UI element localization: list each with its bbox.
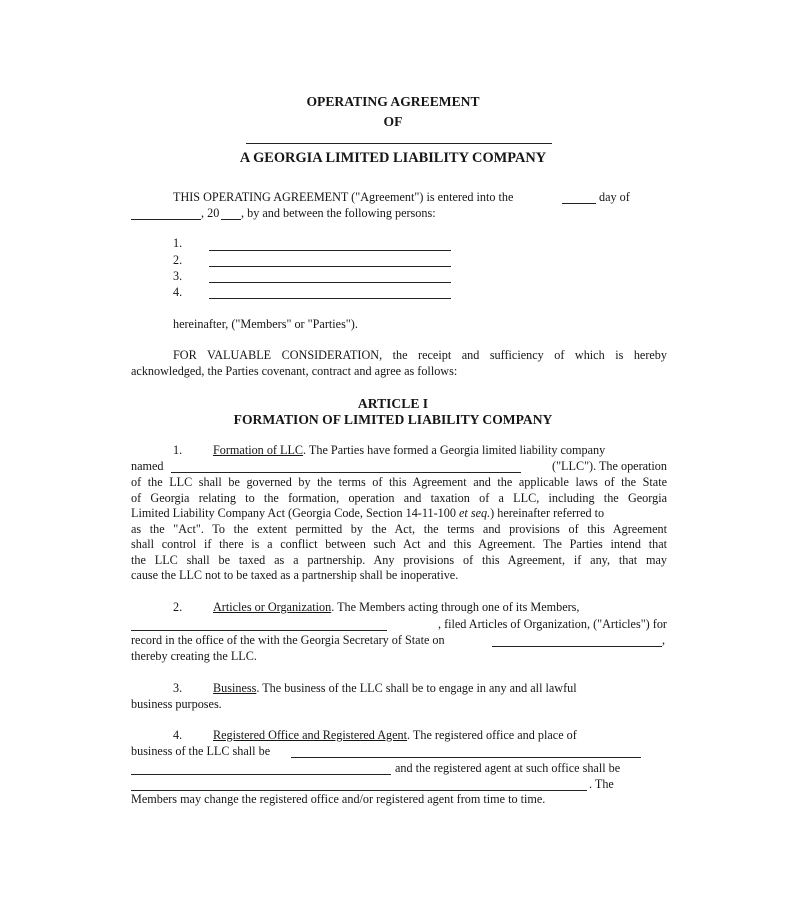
member-filer-blank[interactable] <box>131 630 387 631</box>
llc-name-blank[interactable] <box>171 472 521 473</box>
section-2-thereby: thereby creating the LLC. <box>131 649 257 663</box>
registered-office-blank-1[interactable] <box>291 757 641 758</box>
intro-text-2: , by and between the following persons: <box>241 206 436 220</box>
section-4-the: . The <box>589 777 614 791</box>
section-4-agent: and the registered agent at such office shall be <box>395 761 621 775</box>
section-1-title: Formation of LLC <box>213 443 304 457</box>
section-4-title-line <box>213 728 577 743</box>
company-name-blank[interactable] <box>246 143 552 144</box>
section-1-line-5-pre: Limited Liability Company Act (Georgia Code, Section 14-11-100 <box>131 506 456 520</box>
section-2-title: Articles or Organization <box>213 600 332 614</box>
section-1-line-8: the LLC shall be taxed as a partnership. Any provisions of this Agreement, if any, that may <box>131 552 667 567</box>
registered-office-blank-2[interactable] <box>131 774 391 775</box>
month-blank[interactable] <box>131 219 201 220</box>
section-3-title: Business <box>213 681 257 695</box>
section-4-business: business of the LLC shall be <box>131 744 271 758</box>
title-line-1: OPERATING AGREEMENT <box>306 94 480 109</box>
hereinafter-text: hereinafter, ("Members" or "Parties"). <box>173 317 358 331</box>
article-subheading: FORMATION OF LIMITED LIABILITY COMPANY <box>233 412 553 427</box>
section-2-lead: . The Members acting through one of its Members, <box>331 600 580 614</box>
section-3-number: 3. <box>173 681 183 695</box>
member-num-1: 1. <box>173 236 183 250</box>
section-2-number: 2. <box>173 600 183 614</box>
section-2-title-line <box>213 600 579 615</box>
section-3-lead: . The business of the LLC shall be to engage in any and all lawful <box>256 681 577 695</box>
section-1-line-5-ital: et seq. <box>459 506 491 520</box>
section-1-line-4: of Georgia relating to the formation, operation and taxation of a LLC, including the Georgia <box>131 490 667 505</box>
day-blank[interactable] <box>562 203 596 204</box>
consideration-line-2: acknowledged, the Parties covenant, contract and agree as follows: <box>131 364 458 378</box>
section-4-number: 4. <box>173 728 183 742</box>
section-4-last: Members may change the registered office and/or registered agent from time to time. <box>131 792 546 806</box>
section-2-comma: , <box>662 633 666 647</box>
section-4-lead: . The registered office and place of <box>407 728 577 742</box>
section-2-record: record in the office of the with the Georgia Secretary of State on <box>131 633 445 647</box>
member-num-3: 3. <box>173 269 183 283</box>
member-blank-2[interactable] <box>209 266 451 267</box>
member-num-2: 2. <box>173 253 183 267</box>
section-1-line-3: of the LLC shall be governed by the terms of this Agreement and the applicable laws of the State <box>131 475 667 489</box>
intro-day-of: day of <box>599 190 630 204</box>
section-1-line-5-post: ) hereinafter referred to <box>490 506 605 520</box>
section-1-line-7: shall control if there is a conflict between such Act and this Agreement. The Parties intend that <box>131 537 667 551</box>
section-1-line-5 <box>131 506 667 521</box>
filing-date-blank[interactable] <box>492 646 662 647</box>
title-line-2: OF <box>383 114 403 129</box>
section-1-named: named <box>131 459 164 473</box>
consideration-line-1: FOR VALUABLE CONSIDERATION, the receipt and sufficiency of which is hereby <box>173 348 667 362</box>
member-blank-4[interactable] <box>209 298 451 299</box>
member-blank-3[interactable] <box>209 282 451 283</box>
section-1-line-9: cause the LLC not to be taxed as a partnership shall be inoperative. <box>131 568 459 582</box>
article-heading: ARTICLE I <box>357 396 429 411</box>
member-num-4: 4. <box>173 285 183 299</box>
section-1-number: 1. <box>173 443 183 457</box>
year-blank[interactable] <box>221 219 241 220</box>
member-blank-1[interactable] <box>209 250 451 251</box>
section-1-title-line <box>213 443 605 458</box>
section-1-llc: ("LLC"). The operation <box>552 459 667 473</box>
section-3-title-line <box>213 681 577 696</box>
section-3-line-2: business purposes. <box>131 697 222 711</box>
section-1-line-6: as the "Act". To the extent permitted by the Act, the terms and provisions of this Agreement <box>131 521 667 536</box>
intro-year-prefix: , 20 <box>201 206 220 220</box>
intro-text-1: THIS OPERATING AGREEMENT ("Agreement") is entered into the <box>173 190 514 204</box>
section-4-title: Registered Office and Registered Agent <box>213 728 408 742</box>
title-line-3: A GEORGIA LIMITED LIABILITY COMPANY <box>239 150 547 166</box>
registered-agent-blank[interactable] <box>131 790 587 791</box>
section-2-filed: , filed Articles of Organization, ("Articles") for <box>437 617 667 631</box>
section-1-lead: . The Parties have formed a Georgia limited liability company <box>303 443 606 457</box>
